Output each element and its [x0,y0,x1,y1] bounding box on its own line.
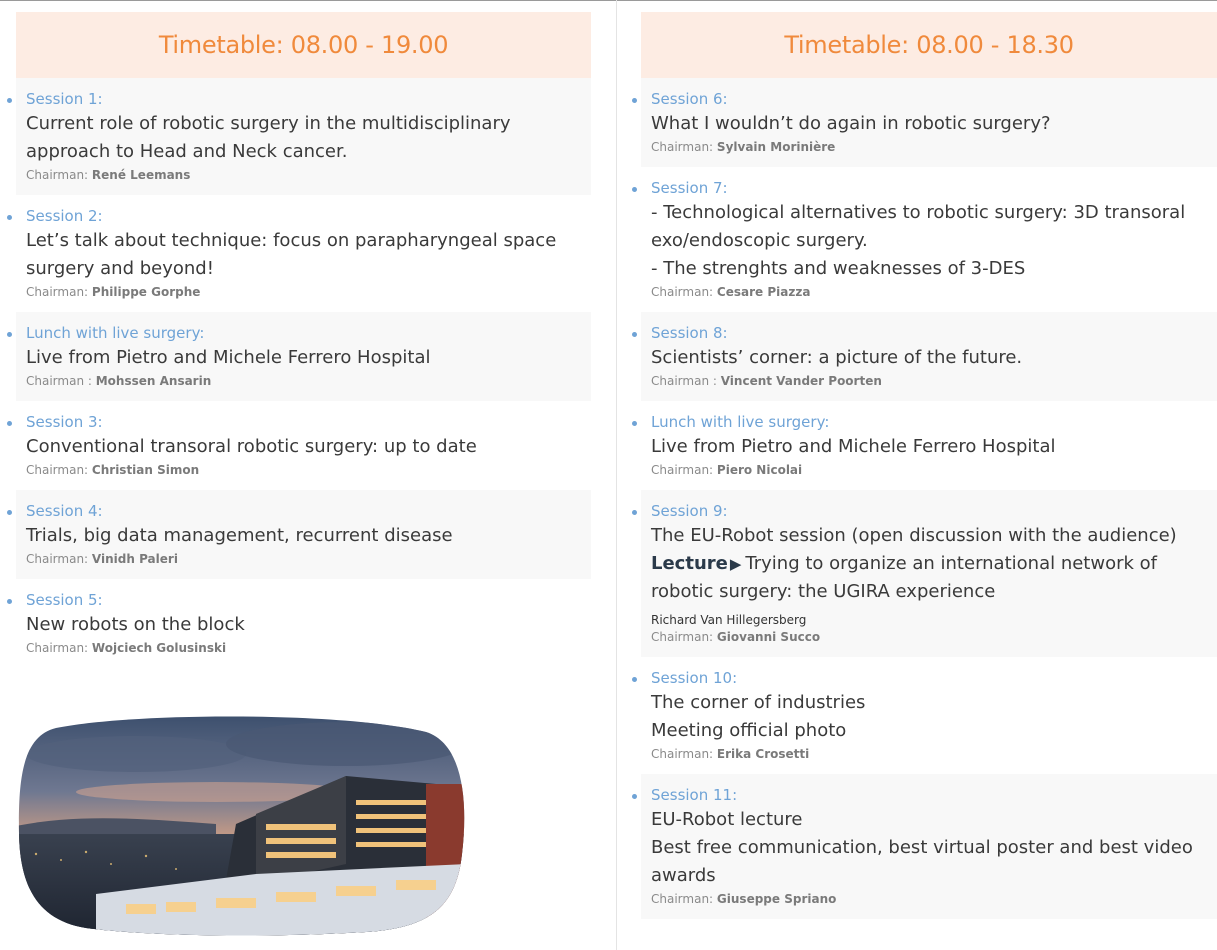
session-label: Session 4: [26,502,103,520]
title-line: robotic surgery: the UGIRA experience [651,581,996,602]
session-title [26,344,581,372]
session-lunch [16,312,591,401]
title-line: Trials, big data management, recurrent disease [26,525,453,546]
session-title [651,522,1207,606]
chairman: Chairman: Piero Nicolai [651,463,803,477]
title-line: - Technological alternatives to robotic surgery: 3D transoral [651,202,1186,223]
session-4 [16,490,591,579]
session-7 [641,167,1217,312]
top-border [0,0,1217,1]
session-label: Session 7: [651,179,728,197]
session-title [26,433,581,461]
right-timetable-header: Timetable: 08.00 - 18.30 [641,12,1217,78]
session-label: Session 3: [26,413,103,431]
title-line: EU-Robot lecture [651,809,803,830]
session-lunch [641,401,1217,490]
session-title [26,522,581,550]
chairman-name: Giovanni Succo [716,630,821,644]
title-line: Best free communication, best virtual poster and best video [651,837,1193,858]
title-line: The corner of industries [651,692,866,713]
session-3 [16,401,591,490]
lecture-speaker: Richard Van Hillegersberg [651,613,807,627]
session-label: Session 10: [651,669,738,687]
chairman: Chairman : Vincent Vander Poorten [651,374,882,388]
column-divider [616,0,617,950]
title-line: Scientists’ corner: a picture of the future. [651,347,1023,368]
session-label: Session 6: [651,90,728,108]
session-11 [641,774,1217,919]
session-label: Session 2: [26,207,103,225]
title-line: surgery and beyond! [26,258,214,279]
chairman: Chairman: Christian Simon [26,463,200,477]
chairman: Chairman: Vinidh Paleri [26,552,178,566]
chairman: Chairman : Mohssen Ansarin [26,374,212,388]
chairman: Chairman: Philippe Gorphe [26,285,201,299]
session-title [651,344,1207,372]
title-line: Current role of robotic surgery in the multidisciplinary [26,113,511,134]
session-label: Session 5: [26,591,103,609]
session-10 [641,657,1217,774]
chairman: Chairman: Giovanni Succo [651,630,821,644]
lecture-tag: Lecture [651,553,728,574]
chairman-name: Philippe Gorphe [91,285,201,299]
session-9 [641,490,1217,657]
chairman-name: Wojciech Golusinski [91,641,227,655]
session-title [651,110,1207,138]
session-title [651,806,1207,890]
lecture-title: Trying to organize an international network of [745,553,1157,574]
title-line: awards [651,865,716,886]
left-timetable [16,12,591,668]
session-label: Session 8: [651,324,728,342]
chairman-name: Sylvain Morinière [716,140,836,154]
session-title [26,611,581,639]
chairman: Chairman: René Leemans [26,168,191,182]
session-label: Lunch with live surgery: [651,413,830,431]
chairman: Chairman: Giuseppe Spriano [651,892,837,906]
chairman-name: Vinidh Paleri [91,552,178,566]
session-label: Lunch with live surgery: [26,324,205,342]
chairman: Chairman: Wojciech Golusinski [26,641,227,655]
right-timetable [641,12,1217,919]
chairman-name: Christian Simon [91,463,200,477]
lecture-line [651,550,1207,578]
session-label: Session 1: [26,90,103,108]
left-timetable-header: Timetable: 08.00 - 19.00 [16,12,591,78]
title-line: Let’s talk about technique: focus on parapharyngeal space [26,230,557,251]
session-1 [16,78,591,195]
session-8 [641,312,1217,401]
chairman-name: Erika Crosetti [716,747,810,761]
session-title [651,199,1207,283]
hospital-illustration [16,714,466,936]
chairman: Chairman: Erika Crosetti [651,747,810,761]
session-label: Session 9: [651,502,728,520]
title-line: What I wouldn’t do again in robotic surgery? [651,113,1051,134]
session-6 [641,78,1217,167]
title-line: Conventional transoral robotic surgery: up to date [26,436,477,457]
session-title [651,433,1207,461]
session-label: Session 11: [651,786,738,804]
title-line: Meeting official photo [651,720,847,741]
chairman-name: Mohssen Ansarin [95,374,212,388]
title-line: - The strenghts and weaknesses of 3-DES [651,258,1026,279]
play-arrow-icon: ▶ [729,555,742,573]
chairman-name: Cesare Piazza [716,285,811,299]
title-line: New robots on the block [26,614,245,635]
session-title [26,110,581,166]
chairman-name: Piero Nicolai [716,463,803,477]
session-5 [16,579,591,668]
title-line: Live from Pietro and Michele Ferrero Hospital [651,436,1056,457]
session-title [26,227,581,283]
chairman-name: Vincent Vander Poorten [720,374,882,388]
hospital-photo [16,714,466,936]
chairman: Chairman: Cesare Piazza [651,285,811,299]
chairman-name: Giuseppe Spriano [716,892,837,906]
title-line: Live from Pietro and Michele Ferrero Hospital [26,347,431,368]
session-title [651,689,1207,745]
title-line: The EU-Robot session (open discussion with the audience) [651,525,1177,546]
title-line: exo/endoscopic surgery. [651,230,868,251]
title-line: approach to Head and Neck cancer. [26,141,348,162]
chairman: Chairman: Sylvain Morinière [651,140,836,154]
session-2 [16,195,591,312]
chairman-name: René Leemans [91,168,191,182]
